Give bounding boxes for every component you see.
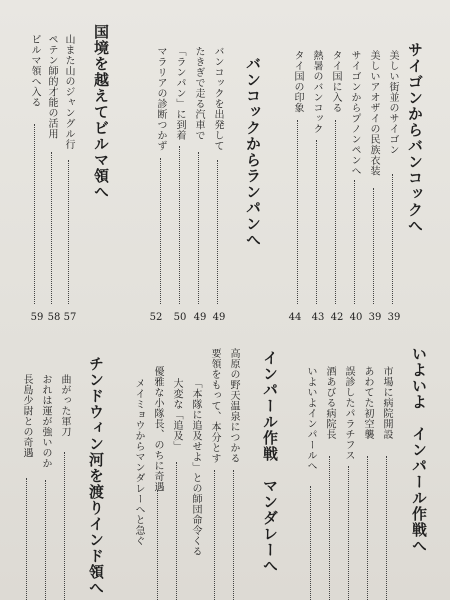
toc-entry[interactable]: 「ランパン」に到着 bbox=[174, 46, 185, 141]
leader-dots bbox=[157, 490, 158, 600]
leader-dots bbox=[373, 188, 374, 304]
leader-dots bbox=[329, 456, 330, 600]
leader-dots bbox=[335, 120, 336, 304]
toc-entry[interactable]: 優雅な小隊長、のちに奇遇 bbox=[152, 366, 163, 492]
toc-entry[interactable]: 曲がった軍刀 bbox=[59, 374, 70, 437]
page-number: 49 bbox=[212, 312, 226, 323]
page-number: 59 bbox=[30, 312, 44, 323]
page-number: 44 bbox=[288, 312, 302, 323]
toc-entry[interactable]: 誤診したパラチフス bbox=[343, 366, 354, 461]
section-heading: いよいよ インパール作戦へ bbox=[410, 346, 428, 554]
section-heading: インパール作戦 マンダレーへ bbox=[261, 350, 279, 574]
toc-entry[interactable]: 熱暑のバンコック bbox=[311, 50, 322, 134]
section-heading: チンドウィン河を渡りインド領へ bbox=[87, 356, 105, 596]
leader-dots bbox=[386, 456, 387, 600]
toc-entry[interactable]: ビルマ領へ入る bbox=[29, 34, 40, 108]
leader-dots bbox=[179, 146, 180, 304]
toc-entry[interactable]: 美しい街並のサイゴン bbox=[387, 50, 398, 155]
page-number: 52 bbox=[149, 312, 163, 323]
section-heading: 国境を越えてビルマ領へ bbox=[92, 24, 110, 200]
toc-entry[interactable]: ペテン師的才能の活用 bbox=[46, 34, 57, 139]
page-number: 49 bbox=[193, 312, 207, 323]
toc-entry[interactable]: 「本隊に追及せよ」との師団命令くる bbox=[190, 378, 201, 557]
toc-entry[interactable]: いよいよインパールへ bbox=[305, 366, 316, 471]
leader-dots bbox=[348, 466, 349, 600]
leader-dots bbox=[26, 478, 27, 600]
leader-dots bbox=[367, 456, 368, 600]
leader-dots bbox=[214, 470, 215, 600]
leader-dots bbox=[68, 160, 69, 304]
page-number: 39 bbox=[368, 312, 382, 323]
leader-dots bbox=[34, 124, 35, 304]
toc-entry[interactable]: メイミョウからマンダレーへと急ぐ bbox=[133, 378, 144, 546]
section-heading: バンコックからランパンへ bbox=[244, 56, 262, 248]
toc-entry[interactable]: 美しいアオザイの民族衣装 bbox=[368, 50, 379, 176]
toc-entry[interactable]: サイゴンからプノンペンへ bbox=[349, 50, 360, 176]
toc-entry[interactable]: 山また山のジャングル行 bbox=[63, 34, 74, 150]
toc-entry[interactable]: タイ国に入る bbox=[330, 50, 341, 113]
section-heading: サイゴンからバンコックへ bbox=[406, 42, 424, 234]
toc-entry[interactable]: 酒あびる病院長 bbox=[324, 366, 335, 440]
toc-entry[interactable]: バンコックを出発して bbox=[212, 46, 223, 151]
leader-dots bbox=[176, 462, 177, 600]
toc-entry[interactable]: 要領をもって、本分とす bbox=[209, 348, 220, 464]
leader-dots bbox=[392, 174, 393, 304]
leader-dots bbox=[310, 486, 311, 600]
page-number: 39 bbox=[387, 312, 401, 323]
page-number: 42 bbox=[330, 312, 344, 323]
leader-dots bbox=[45, 480, 46, 600]
toc-entry[interactable]: 長島少尉との奇遇 bbox=[21, 374, 32, 458]
leader-dots bbox=[51, 152, 52, 304]
toc-entry[interactable]: おれは運が強いのか bbox=[40, 374, 51, 469]
toc-entry[interactable]: 市場に病院開設 bbox=[381, 366, 392, 440]
toc-entry[interactable]: 高原の野天温泉につかる bbox=[228, 348, 239, 464]
toc-entry[interactable]: たきぎで走る汽車で bbox=[193, 46, 204, 141]
leader-dots bbox=[198, 152, 199, 304]
leader-dots bbox=[64, 452, 65, 600]
page-number: 50 bbox=[173, 312, 187, 323]
page-number: 57 bbox=[63, 312, 77, 323]
toc-entry[interactable]: 大変な「追及」 bbox=[171, 378, 182, 452]
leader-dots bbox=[160, 158, 161, 304]
toc-entry[interactable]: タイ国の印象 bbox=[292, 50, 303, 113]
toc-entry[interactable]: あわてた初空襲 bbox=[362, 366, 373, 440]
page-number: 40 bbox=[349, 312, 363, 323]
leader-dots bbox=[217, 160, 218, 304]
page-number: 43 bbox=[311, 312, 325, 323]
leader-dots bbox=[297, 120, 298, 304]
leader-dots bbox=[354, 180, 355, 304]
leader-dots bbox=[233, 470, 234, 600]
page-number: 58 bbox=[47, 312, 61, 323]
toc-entry[interactable]: マラリアの診断つかず bbox=[155, 46, 166, 151]
leader-dots bbox=[316, 140, 317, 304]
